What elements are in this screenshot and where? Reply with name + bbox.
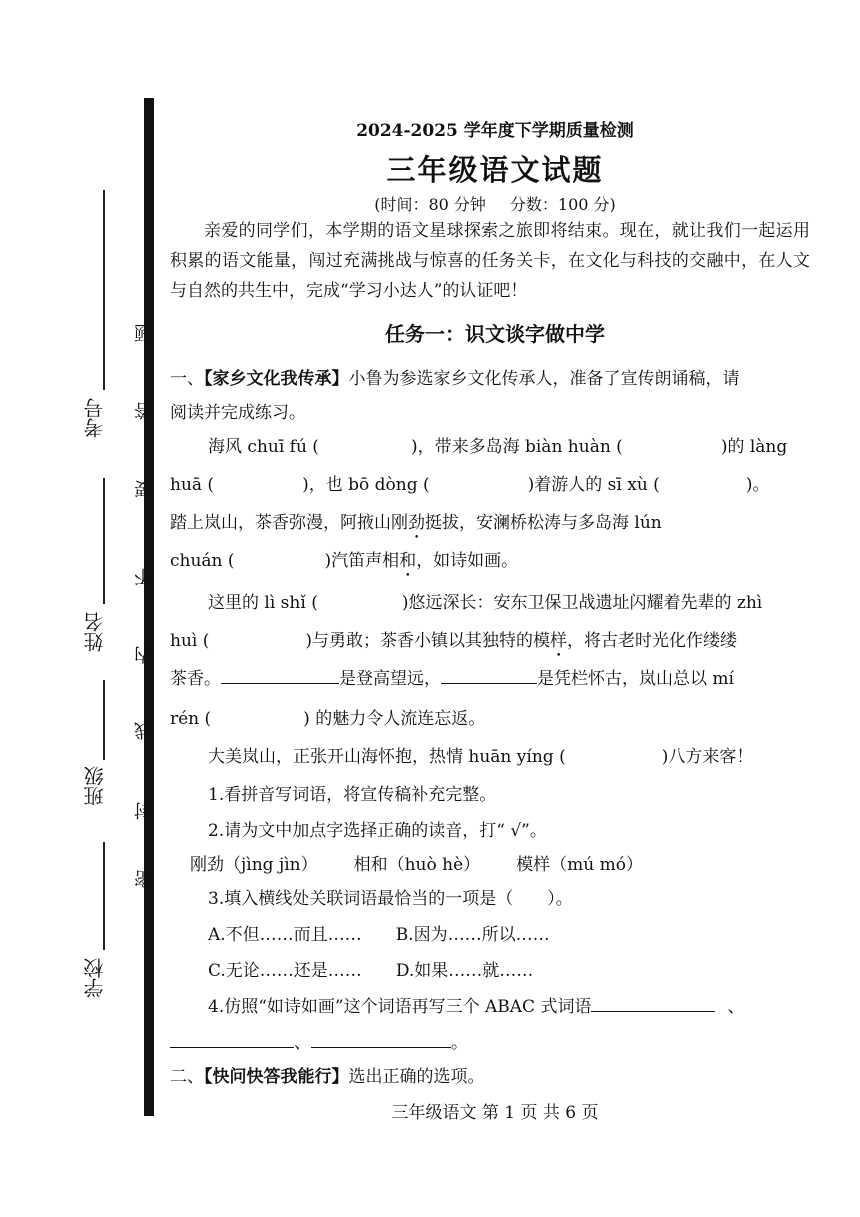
passage-text: ) 的魅力令人流连忘返。 xyxy=(303,709,486,729)
separator: 。 xyxy=(451,1033,468,1053)
dotted-char: 劲 xyxy=(408,513,425,533)
exam-meta xyxy=(0,192,860,215)
passage-text: )八方来客！ xyxy=(661,747,754,767)
passage-text: huì ( xyxy=(170,631,210,651)
reading-option-2[interactable]: 相和（huò hè） xyxy=(353,855,481,875)
passage-line-1 xyxy=(208,432,787,457)
dotted-char: 和 xyxy=(399,551,417,571)
label-banji: 班级 xyxy=(83,766,107,806)
passage-text: 大美岚山，正张开山海怀抱，热情 huān yíng ( xyxy=(208,747,566,767)
subquestion-1: 1.看拼音写词语，将宣传稿补充完整。 xyxy=(208,785,497,805)
q1-desc-2: 阅读并完成练习。 xyxy=(170,403,306,423)
page-footer: 三年级语文 第 1 页 共 6 页 xyxy=(391,1103,599,1123)
subquestion-2: 2.请为文中加点字选择正确的读音，打“ √”。 xyxy=(208,821,547,841)
q2-desc: 选出正确的选项。 xyxy=(348,1067,485,1087)
seal-char: 答 xyxy=(134,402,155,420)
subquestion-3: 3.填入横线处关联词语最恰当的一项是（ ）。 xyxy=(208,889,573,909)
passage-line-7 xyxy=(170,664,734,689)
blank-line[interactable] xyxy=(441,665,537,684)
passage-line-9 xyxy=(208,742,753,767)
banji-line xyxy=(103,680,105,760)
subquestion-4-text: 4.仿照“如诗如画”这个词语再写三个 ABAC 式词语 xyxy=(208,997,592,1017)
passage-text: 踏上岚山，茶香弥漫，阿掖山刚 xyxy=(170,513,408,533)
xingming-line xyxy=(103,478,105,604)
passage-text: ，如诗如画。 xyxy=(416,551,519,571)
passage-text: )，也 bō dòng ( xyxy=(302,475,430,495)
reading-options xyxy=(190,850,643,875)
option-b[interactable]: B.因为……所以…… xyxy=(395,925,550,945)
xuexiao-line xyxy=(103,842,105,950)
q2-heading xyxy=(170,1062,485,1087)
passage-text: 这里的 lì shǐ ( xyxy=(208,593,318,613)
passage-line-2 xyxy=(170,470,769,495)
passage-text: 是凭栏怀古，岚山总以 mí xyxy=(537,669,734,689)
seal-char: 密 xyxy=(134,870,155,888)
passage-text: )汽笛声相 xyxy=(324,551,400,571)
reading-option-3[interactable]: 模样（mú mó） xyxy=(516,855,643,875)
binding-bar xyxy=(144,98,154,1116)
intro-paragraph: 亲爱的同学们，本学期的语文星球探索之旅即将结束。现在，就让我们一起运用积累的语文能量，闯过充满挑战与惊喜的任务关卡，在文化与科技的交融中，在人文与自然的共生中，完成“学习小达人”的认证吧！ xyxy=(170,221,810,301)
answer-blank[interactable] xyxy=(170,1029,294,1048)
exam-title: 三年级语文试题 xyxy=(386,153,604,187)
passage-text: chuán ( xyxy=(170,551,235,571)
passage-text: 海风 chuī fú ( xyxy=(208,437,319,457)
q2-tag: 【快问快答我能行】 xyxy=(204,1067,349,1087)
passage-line-5 xyxy=(208,588,762,613)
separator: 、 xyxy=(727,997,745,1017)
seal-char: 封 xyxy=(134,802,155,820)
seal-char: 题 xyxy=(134,324,155,342)
task-heading: 任务一：识文谈字做中学 xyxy=(385,322,605,346)
passage-text: 挺拔，安澜桥松涛与多岛海 lún xyxy=(425,513,662,533)
passage-text: ，将古老时光化作缕缕 xyxy=(567,631,738,651)
passage-text: 是登高望远， xyxy=(339,669,441,689)
passage-text: huā ( xyxy=(170,475,215,495)
passage-line-4 xyxy=(170,546,518,581)
passage-line-8 xyxy=(170,704,485,729)
answer-blank[interactable] xyxy=(311,1029,451,1048)
passage-text: 茶香。 xyxy=(170,669,221,689)
passage-text: )。 xyxy=(745,475,770,495)
option-a[interactable]: A.不但……而且…… xyxy=(208,925,362,945)
blank-line[interactable] xyxy=(221,665,339,684)
q1-heading xyxy=(170,364,740,389)
label-xuexiao: 学校 xyxy=(83,958,107,998)
passage-text: )的 làng xyxy=(720,437,788,457)
subquestion-4-line-2 xyxy=(170,1028,468,1053)
seal-char: 不 xyxy=(134,568,155,586)
label-kaohao: 考号 xyxy=(83,398,107,438)
answer-blank[interactable] xyxy=(591,993,715,1012)
exam-score: 分数：100 分) xyxy=(509,195,616,214)
passage-text: )与勇敢；茶香小镇以其独特的模 xyxy=(305,631,551,651)
passage-line-3 xyxy=(170,508,662,543)
kaohao-line xyxy=(103,190,105,390)
option-d[interactable]: D.如果……就…… xyxy=(395,961,534,981)
q1-number: 一、 xyxy=(170,369,204,389)
q2-number: 二、 xyxy=(170,1067,204,1087)
option-c[interactable]: C.无论……还是…… xyxy=(208,961,362,981)
subquestion-4 xyxy=(208,992,744,1017)
options-row-2 xyxy=(208,956,533,981)
exam-time: (时间：80 分钟 xyxy=(374,195,486,214)
passage-text: rén ( xyxy=(170,709,212,729)
seal-char: 线 xyxy=(134,722,155,740)
passage-text: )，带来多岛海 biàn huàn ( xyxy=(410,437,623,457)
q1-desc: 小鲁为参选家乡文化传承人，准备了宣传朗诵稿，请 xyxy=(348,369,740,389)
options-row-1 xyxy=(208,920,550,945)
seal-char: 内 xyxy=(134,646,155,664)
passage-line-6 xyxy=(170,626,737,661)
separator: 、 xyxy=(294,1033,311,1053)
passage-text: )着游人的 sī xù ( xyxy=(527,475,660,495)
reading-option-1[interactable]: 刚劲（jìng jìn） xyxy=(190,855,318,875)
dotted-char: 样 xyxy=(550,631,568,651)
seal-char: 要 xyxy=(134,480,155,498)
q1-tag: 【家乡文化我传承】 xyxy=(204,369,349,389)
exam-year: 2024-2025 学年度下学期质量检测 xyxy=(356,121,634,141)
passage-text: )悠远深长：安东卫保卫战遗址闪耀着先辈的 zhì xyxy=(401,593,763,613)
label-xingming: 姓名 xyxy=(83,612,107,652)
